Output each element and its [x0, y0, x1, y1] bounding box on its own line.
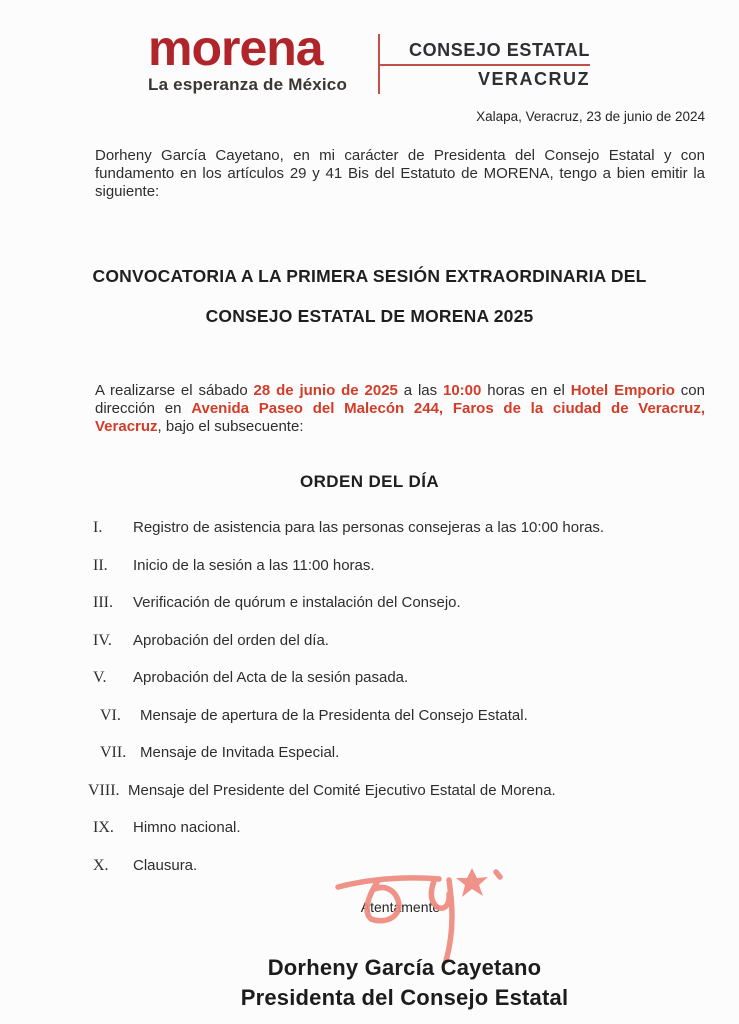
orden-item-numeral: I.	[93, 519, 103, 536]
morena-logo-tagline: La esperanza de México	[148, 75, 348, 94]
orden-del-dia-list	[88, 519, 705, 875]
venue-segment: , bajo el subsecuente:	[157, 418, 304, 435]
org-name-block	[378, 34, 590, 94]
orden-item-text: Inicio de la sesión a las 11:00 horas.	[133, 556, 375, 574]
document-title-line1: CONVOCATORIA A LA PRIMERA SESIÓN EXTRAORDINARIA DEL	[92, 266, 647, 286]
orden-item-numeral: X.	[93, 856, 109, 874]
signatory-role: Presidenta del Consejo Estatal	[240, 985, 569, 1010]
orden-item-text: Mensaje de apertura de la Presidenta del Consejo Estatal.	[140, 706, 528, 724]
orden-item-3	[93, 594, 705, 613]
orden-item-8	[88, 782, 705, 801]
orden-item-numeral: IX.	[93, 819, 114, 836]
org-name-line2: VERACRUZ	[477, 69, 590, 89]
orden-item-text: Verificación de quórum e instalación del Consejo.	[133, 594, 461, 611]
orden-item-numeral: IV.	[93, 631, 112, 649]
signatory-name: Dorheny García Cayetano	[267, 955, 542, 980]
document-title-line2: CONSEJO ESTATAL DE MORENA 2025	[205, 306, 534, 326]
morena-logo	[148, 20, 376, 95]
orden-item-text: Mensaje del Presidente del Comité Ejecutivo Estatal de Morena.	[128, 781, 556, 799]
orden-item-10	[93, 857, 705, 876]
venue-segment: A realizarse el sábado	[95, 382, 254, 399]
orden-item-9	[93, 819, 705, 838]
orden-item-text: Clausura.	[133, 856, 198, 874]
orden-item-text: Mensaje de Invitada Especial.	[140, 744, 340, 761]
org-name-line1: CONSEJO ESTATAL	[380, 40, 590, 66]
signature-block	[0, 899, 739, 1013]
document-header	[148, 20, 739, 95]
signature-stroke-dbar	[338, 878, 439, 887]
orden-del-dia-heading: ORDEN DEL DÍA	[299, 472, 439, 491]
orden-item-text: Himno nacional.	[133, 819, 241, 836]
orden-item-text: Aprobación del orden del día.	[133, 631, 329, 649]
dateline: Xalapa, Veracruz, 23 de junio de 2024	[476, 109, 705, 124]
venue-paragraph	[95, 382, 705, 436]
orden-item-4	[93, 632, 705, 651]
salutation: Atentamente	[360, 899, 441, 915]
orden-item-numeral: VI.	[100, 706, 121, 724]
venue-segment-address: Avenida Paseo del Malecón 244, Faros de la ciudad de Veracruz, Veracruz	[95, 400, 705, 435]
venue-segment: a las	[397, 382, 443, 399]
venue-segment: con dirección en	[95, 382, 705, 417]
orden-item-1	[93, 519, 705, 538]
venue-segment-hotel: Hotel Emporio	[570, 382, 675, 399]
orden-item-numeral: V.	[93, 669, 107, 686]
orden-item-numeral: II.	[93, 556, 108, 574]
venue-segment: horas en el	[481, 382, 571, 399]
orden-item-numeral: VIII.	[88, 781, 120, 799]
venue-segment-time: 10:00	[443, 382, 482, 399]
document-title	[40, 256, 699, 336]
orden-item-text: Registro de asistencia para las personas consejeras a las 10:00 horas.	[133, 519, 605, 536]
orden-item-6	[100, 707, 705, 726]
orden-item-numeral: VII.	[100, 744, 127, 761]
orden-item-5	[93, 669, 705, 688]
orden-item-7	[100, 744, 705, 763]
orden-item-2	[93, 557, 705, 576]
orden-item-text: Aprobación del Acta de la sesión pasada.	[133, 669, 409, 686]
orden-item-numeral: III.	[93, 594, 113, 611]
venue-segment-date: 28 de junio de 2025	[253, 382, 398, 399]
morena-logo-wordmark: morena	[148, 20, 323, 76]
intro-paragraph: Dorheny García Cayetano, en mi carácter de Presidenta del Consejo Estatal y con fundamento en los artículos 29 y 41 Bis del Estatuto de MORENA, tengo a bien emitir la siguiente:	[95, 147, 705, 200]
signatory	[35, 953, 739, 1013]
